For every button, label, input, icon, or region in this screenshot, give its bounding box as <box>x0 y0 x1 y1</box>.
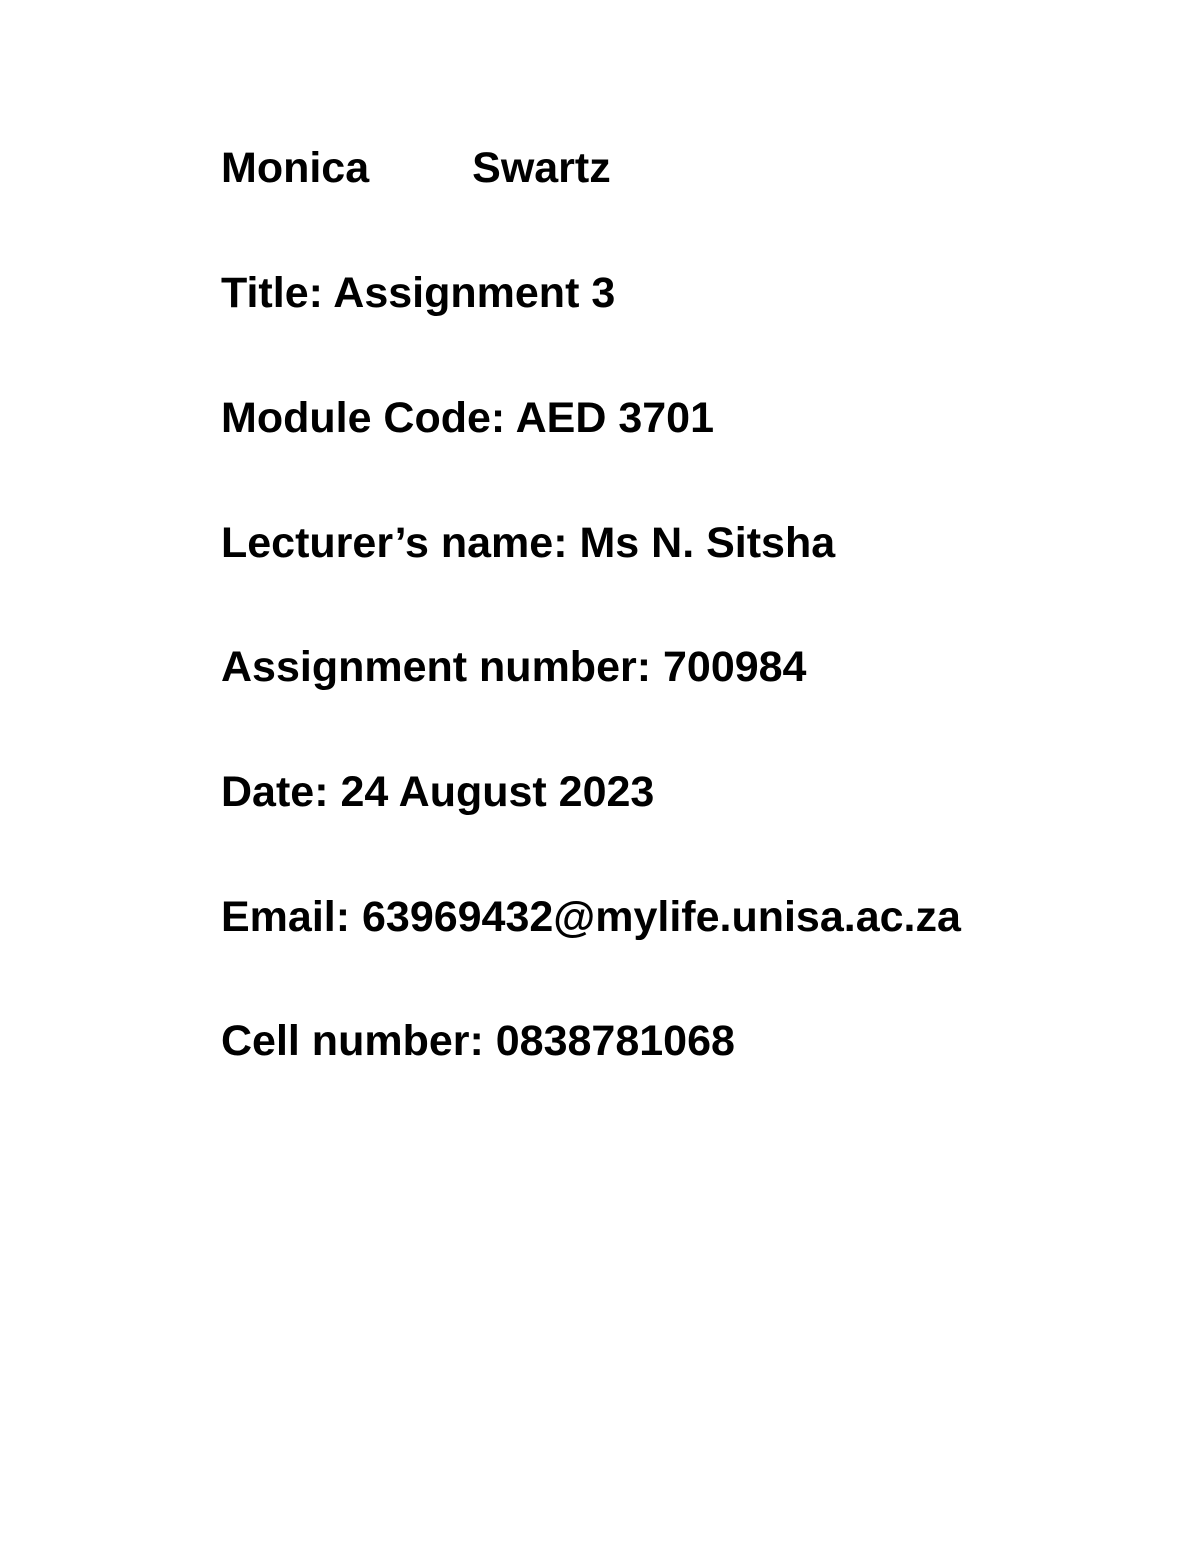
assignment-number-line: Assignment number: 700984 <box>221 643 807 691</box>
lecturer-name-line: Lecturer’s name: Ms N. Sitsha <box>221 519 836 567</box>
email-line: Email: 63969432@mylife.unisa.ac.za <box>221 893 961 941</box>
module-code-line: Module Code: AED 3701 <box>221 394 714 442</box>
date-line: Date: 24 August 2023 <box>221 768 655 816</box>
student-name <box>221 143 611 193</box>
student-last-name: Swartz <box>472 144 611 192</box>
title-line: Title: Assignment 3 <box>221 269 616 317</box>
student-first-name: Monica <box>221 144 370 192</box>
cell-number-line: Cell number: 0838781068 <box>221 1017 735 1065</box>
